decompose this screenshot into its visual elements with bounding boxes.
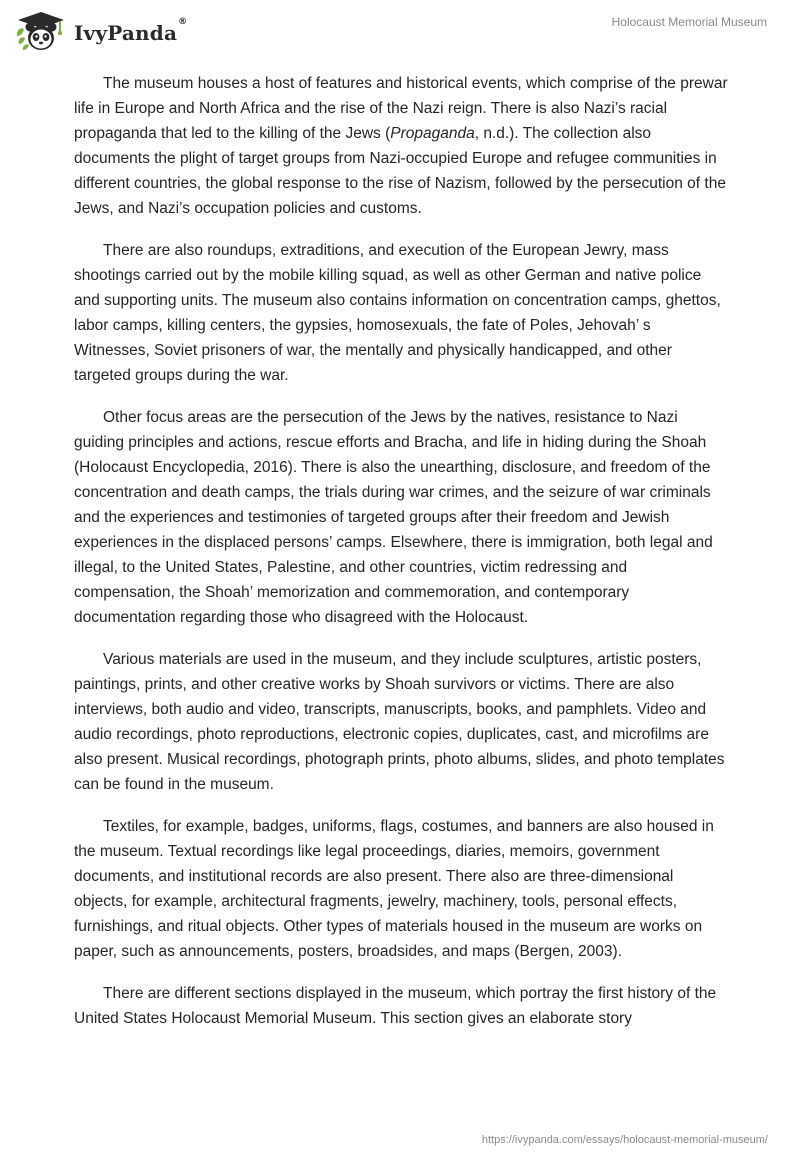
- source-url[interactable]: https://ivypanda.com/essays/holocaust-memorial-museum/: [481, 1134, 768, 1146]
- paragraph-1-text-a: The museum houses a host of features and historical events, which comprise of the prewar life in Europe and North Africa and the rise of the Nazi reign. There is also Nazi’s racial propaganda that led to the killing of the Jews (: [74, 75, 728, 142]
- logo-name: IvyPanda: [74, 21, 178, 45]
- paragraph-6: There are different sections displayed in the museum, which portray the first history of the United States Holocaust Memorial Museum. This section gives an elaborate story: [74, 985, 717, 1027]
- propaganda-citation-title: Propaganda: [390, 125, 475, 142]
- paragraph-1-text-b: , n.d.). The collection also documents the plight of target groups from Nazi-occupied Europe and refugee communities in different countries, the global response to the rise of Nazism, followed by the persecution of the Jews, and Nazi’s occupation policies and customs.: [74, 125, 726, 217]
- page-header: [0, 0, 800, 60]
- paragraph-4: Various materials are used in the museum, and they include sculptures, artistic posters, paintings, prints, and other creative works by Shoah survivors or victims. There are also interviews, both audio and video, transcripts, manuscripts, books, and pamphlets. Video and audio recordings, photo reproductions, electronic copies, duplicates, cast, and microfilms are also present. Musical recordings, photograph prints, photo albums, slides, and photo templates can be found in the museum.: [74, 651, 725, 793]
- paragraph-2: There are also roundups, extraditions, and execution of the European Jewry, mass shootings carried out by the mobile killing squad, as well as other German and native police and supporting units. The museum also contains information on concentration camps, ghettos, labor camps, killing centers, the gypsies, homosexuals, the fate of Poles, Jehovah’ s Witnesses, Soviet prisoners of war, the mentally and physically handicapped, and other targeted groups during the war.: [74, 242, 721, 384]
- logo-wordmark: [74, 17, 188, 45]
- paragraph-1: [74, 71, 728, 221]
- panda-graduate-icon: [14, 10, 68, 54]
- paragraph-3: Other focus areas are the persecution of the Jews by the natives, resistance to Nazi guiding principles and actions, rescue efforts and Bracha, and life in hiding during the Shoah (Holocaust Encyclopedia, 2016). There is also the unearthing, disclosure, and freedom of the concentration and death camps, the trials during war crimes, and the seizure of war criminals and the experiences and testimonies of targeted groups after their freedom and Jewish experiences in the displaced persons’ camps. Elsewhere, there is immigration, both legal and illegal, to the United States, Palestine, and other countries, victim redressing and compensation, the Shoah’ memorization and commemoration, and contemporary documentation regarding those who disagreed with the Holocaust.: [74, 409, 713, 626]
- document-title: Holocaust Memorial Museum: [611, 15, 767, 29]
- registered-mark: ®: [178, 17, 188, 27]
- paragraph-5: Textiles, for example, badges, uniforms, flags, costumes, and banners are also housed in the museum. Textual recordings like legal proceedings, diaries, memoirs, government documents, and institutional records are also present. There also are three-dimensional objects, for example, architectural fragments, jewelry, machinery, tools, personal effects, furnishings, and ritual objects. Other types of materials housed in the museum are works on paper, such as announcements, posters, broadsides, and maps (Bergen, 2003).: [74, 818, 714, 960]
- ivypanda-logo[interactable]: [14, 10, 187, 54]
- essay-body: [74, 71, 728, 1048]
